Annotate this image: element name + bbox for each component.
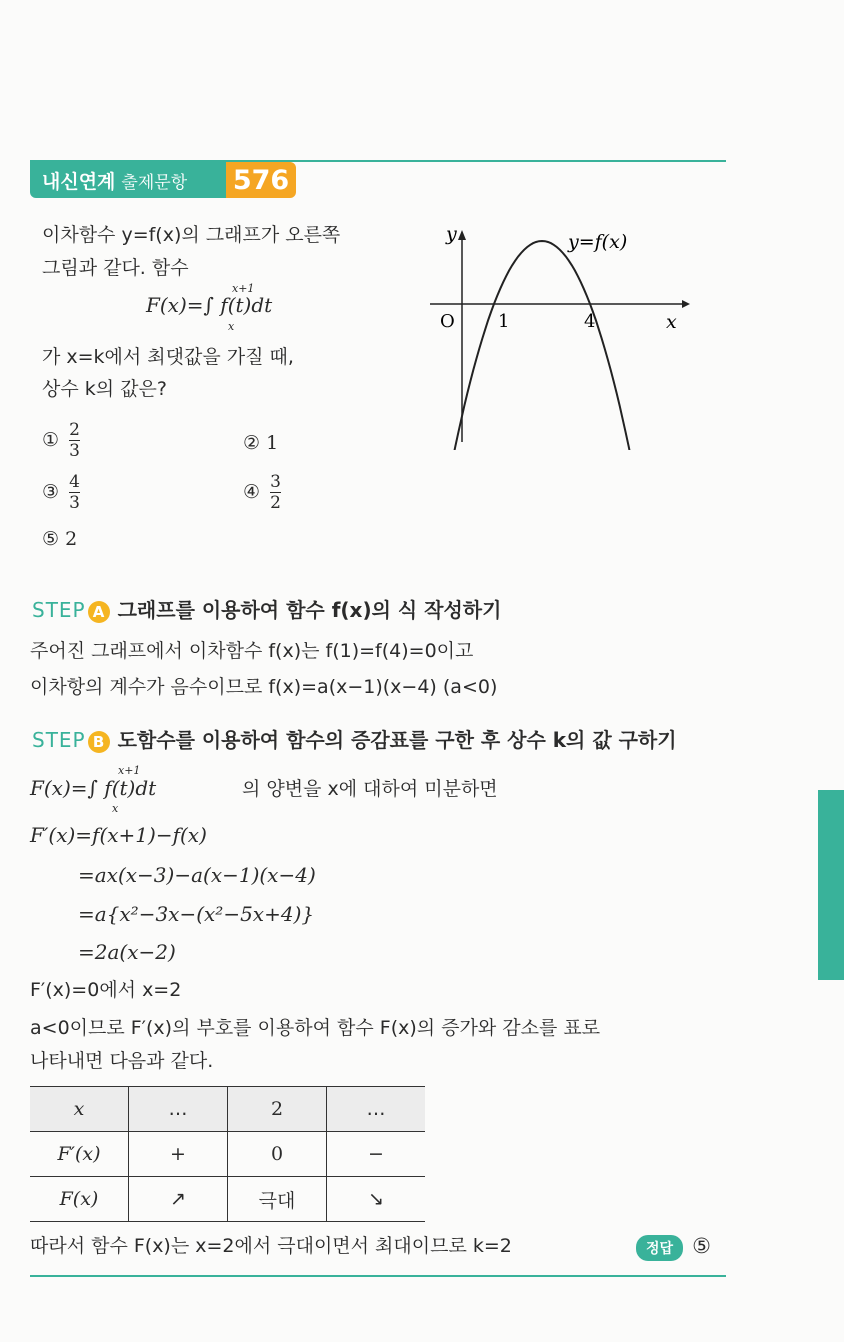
problem-badge (30, 162, 234, 198)
answer (636, 1234, 711, 1261)
problem-line2: 그림과 같다. 함수 (42, 257, 189, 279)
badge-sub: 출제문항 (121, 172, 188, 193)
x-axis-arrow (682, 300, 690, 308)
stepB-eq4: =2a(x−2) (78, 940, 176, 964)
stepB-diff-lower: x (112, 802, 119, 815)
stepA-line1: 주어진 그래프에서 이차함수 f(x)는 f(1)=f(4)=0이고 (30, 640, 474, 662)
stepA-line2: 이차항의 계수가 음수이므로 f(x)=a(x−1)(x−4) (a<0) (30, 676, 498, 698)
y-axis-arrow (458, 230, 466, 240)
problem-line3: 가 x=k에서 최댓값을 가질 때, (42, 346, 294, 368)
stepB-diff-upper: x+1 (118, 764, 141, 777)
x-axis-label: x (666, 311, 677, 333)
stepB-circle: B (88, 731, 110, 753)
integral-upper: x+1 (232, 282, 255, 295)
integral-lower: x (228, 320, 235, 333)
stepB-diff-text: 의 양변을 x에 대하여 미분하면 (242, 778, 498, 800)
problem-line1: 이차함수 y=f(x)의 그래프가 오른쪽 (42, 224, 341, 246)
choice-3[interactable]: ③ $\frac{4}{3}$ (42, 472, 80, 513)
conclusion: 따라서 함수 F(x)는 x=2에서 극대이면서 최대이므로 k=2 (30, 1235, 512, 1257)
problem-formula: F(x)=∫ f(t)dt (146, 293, 273, 317)
root-label-1: 1 (498, 311, 510, 332)
y-axis-label: y (446, 223, 457, 245)
problem-line4: 상수 k의 값은? (42, 378, 167, 400)
choice-4[interactable]: ④ $\frac{3}{2}$ (243, 472, 281, 513)
curve-label: y=f(x) (568, 231, 628, 253)
origin-label: O (440, 311, 455, 332)
table-row: F(x) ↗ 극대 ↘ (30, 1177, 425, 1222)
answer-badge: 정답 (636, 1235, 683, 1261)
stepB-eq3: =a{x²−3x−(x²−5x+4)} (78, 902, 315, 926)
answer-value: ⑤ (692, 1234, 711, 1258)
footer-rule (30, 1275, 726, 1277)
table-row: F′(x) + 0 − (30, 1132, 425, 1177)
side-tab (818, 790, 844, 980)
choice-5[interactable]: ⑤ 2 (42, 528, 78, 550)
root-label-4: 4 (584, 311, 596, 332)
parabola-graph (420, 220, 690, 450)
badge-main: 내신연계 (42, 170, 116, 193)
stepB-line7: 나타내면 다음과 같다. (30, 1050, 214, 1072)
sign-table (30, 1086, 425, 1222)
parabola-curve (452, 241, 631, 450)
stepB-line6: a<0이므로 F′(x)의 부호를 이용하여 함수 F(x)의 증가와 감소를 표로 (30, 1017, 601, 1039)
stepA-heading: STEP A 그래프를 이용하여 함수 f(x)의 식 작성하기 (32, 598, 502, 622)
stepB-eq2: =ax(x−3)−a(x−1)(x−4) (78, 863, 316, 887)
stepB-diff-formula: F(x)=∫ f(t)dt (30, 776, 157, 800)
stepB-eq1: F′(x)=f(x+1)−f(x) (30, 823, 207, 847)
stepB-heading: STEP B 도함수를 이용하여 함수의 증감표를 구한 후 상수 k의 값 구하기 (32, 728, 677, 752)
choice-2[interactable]: ② 1 (243, 432, 279, 454)
table-row: x … 2 … (30, 1087, 425, 1132)
choice-1[interactable]: ① $\frac{2}{3}$ (42, 420, 80, 461)
problem-number: 576 (226, 162, 296, 198)
stepB-eq5: F′(x)=0에서 x=2 (30, 979, 182, 1001)
stepA-circle: A (88, 601, 110, 623)
